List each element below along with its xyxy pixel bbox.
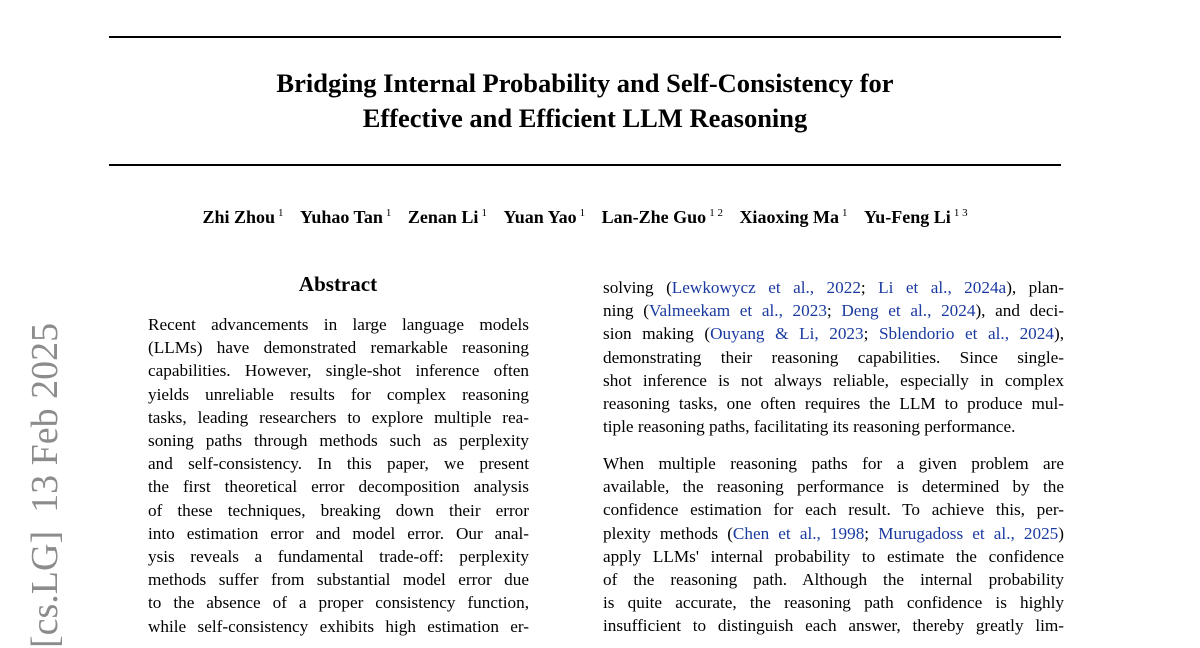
- title-line-1: Bridging Internal Probability and Self-Consistency for: [276, 68, 894, 98]
- abstract-line: while self-consistency exhibits high estimation er-: [148, 616, 529, 636]
- intro-line: insufficient to distinguish each answer, thereby greatly lim-: [603, 616, 1064, 636]
- author: Yuan Yao $^1$: [503, 207, 586, 227]
- citation-link[interactable]: Murugadoss et al., 2025: [878, 523, 1059, 543]
- arxiv-date: 13 Feb 2025: [24, 322, 66, 513]
- arxiv-stamp: [25, 305, 65, 648]
- abstract-line: methods suffer from substantial model error due: [148, 570, 529, 590]
- intro-line: tiple reasoning paths, facilitating its reasoning performance.: [603, 417, 1016, 437]
- paper-title: [109, 66, 1061, 136]
- citation-link[interactable]: Chen et al., 1998: [732, 523, 865, 543]
- intro-line: sion making (Ouyang & Li, 2023; Sblendorio et al., 2024),: [603, 324, 1064, 344]
- author: Zenan Li $^1$: [407, 207, 487, 227]
- intro-line: of the reasoning path. Although the internal probability: [603, 570, 1064, 590]
- abstract-body: [148, 313, 529, 638]
- intro-paragraph-1: [603, 276, 1064, 438]
- author-list: [109, 207, 1061, 228]
- abstract-line: the first theoretical error decomposition analysis: [148, 477, 529, 497]
- intro-line: ning (Valmeekam et al., 2023; Deng et al., 2024), and deci-: [603, 301, 1065, 321]
- arxiv-category: [cs.LG]: [24, 530, 66, 648]
- title-top-rule: [109, 36, 1061, 38]
- intro-line: is quite accurate, the reasoning path confidence is highly: [603, 593, 1064, 613]
- abstract-line: (LLMs) have demonstrated remarkable reasoning: [148, 338, 529, 358]
- title-bottom-rule: [109, 164, 1061, 166]
- abstract-line: tasks, leading researchers to explore multiple rea-: [148, 407, 529, 427]
- intro-line: reasoning tasks, one often requires the LLM to produce mul-: [603, 394, 1064, 414]
- title-line-2: Effective and Efficient LLM Reasoning: [362, 103, 808, 133]
- author: Yuhao Tan $^1$: [299, 207, 392, 227]
- abstract-line: ysis reveals a fundamental trade-off: perplexity: [148, 547, 529, 567]
- intro-line: solving (Lewkowycz et al., 2022; Li et al., 2024a), plan-: [603, 278, 1064, 297]
- author: Zhi Zhou $^1$: [202, 207, 284, 227]
- abstract-line: and self-consistency. In this paper, we present: [148, 454, 529, 474]
- intro-line: confidence estimation for each result. To achieve this, per-: [603, 500, 1064, 520]
- intro-line: plexity methods (Chen et al., 1998; Murugadoss et al., 2025): [603, 523, 1064, 543]
- intro-paragraph-2: [603, 452, 1064, 638]
- abstract-line: Recent advancements in large language models: [148, 315, 529, 334]
- author: Lan-Zhe Guo $^{1 2}$: [601, 207, 723, 227]
- intro-line: shot inference is not always reliable, especially in complex: [603, 370, 1064, 390]
- citation-link[interactable]: Valmeekam et al., 2023: [648, 301, 827, 321]
- citation-link[interactable]: Lewkowycz et al., 2022: [671, 278, 861, 297]
- citation-link[interactable]: Sblendorio et al., 2024: [878, 324, 1054, 344]
- citation-link[interactable]: Deng et al., 2024: [841, 301, 976, 321]
- intro-line: available, the reasoning performance is determined by the: [603, 477, 1064, 497]
- abstract-line: to the absence of a proper consistency function,: [148, 593, 529, 613]
- citation-link[interactable]: Li et al., 2024a: [878, 278, 1007, 297]
- author: Xiaoxing Ma $^1$: [739, 207, 848, 227]
- abstract-line: of these techniques, breaking down their error: [148, 500, 529, 520]
- intro-line: When multiple reasoning paths for a given problem are: [603, 454, 1064, 473]
- abstract-line: soning paths through methods such as perplexity: [148, 431, 529, 451]
- intro-line: demonstrating their reasoning capabilities. Since single-: [603, 347, 1064, 367]
- abstract-line: yields unreliable results for complex reasoning: [148, 384, 529, 404]
- abstract-line: into estimation error and model error. Our anal-: [148, 523, 529, 543]
- citation-link[interactable]: Ouyang & Li, 2023: [710, 324, 864, 344]
- abstract-heading: Abstract: [298, 272, 378, 296]
- intro-line: apply LLMs' internal probability to estimate the confidence: [603, 546, 1064, 566]
- author: Yu-Feng Li $^{1 3}$: [863, 207, 968, 227]
- abstract-line: capabilities. However, single-shot inference often: [148, 361, 529, 381]
